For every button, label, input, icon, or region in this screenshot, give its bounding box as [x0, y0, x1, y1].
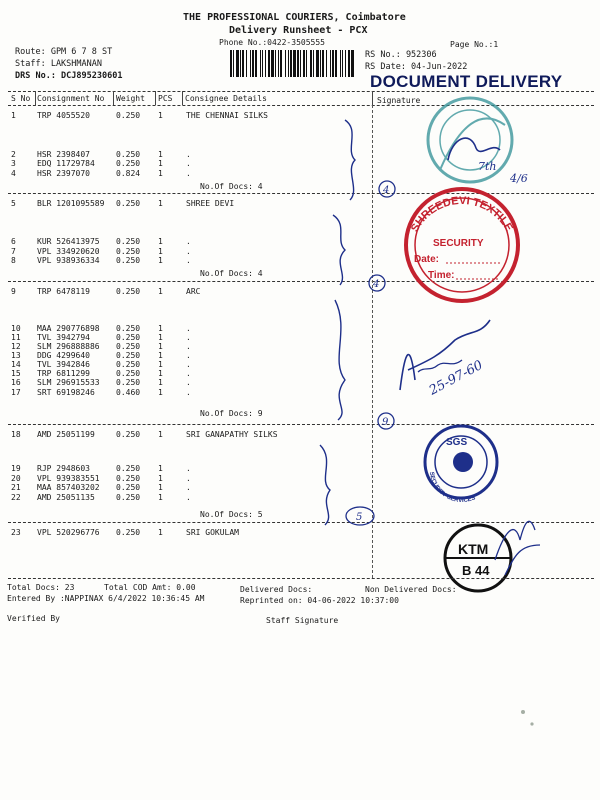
document-delivery-stamp: DOCUMENT DELIVERY: [370, 72, 563, 91]
cell-pcs: 1: [158, 159, 163, 168]
cell-sno: 11: [11, 333, 21, 342]
cell-cno: AMD 25051199: [37, 430, 95, 439]
cell-details: .: [186, 237, 191, 246]
cell-pcs: 1: [158, 378, 163, 387]
sgs-stamp-top: SGS: [446, 437, 468, 448]
cell-sno: 10: [11, 324, 21, 333]
cell-wt: 0.250: [116, 247, 141, 256]
cell-pcs: 1: [158, 369, 163, 378]
col-consignment: Consignment No: [37, 94, 105, 103]
handwritten-count-4: 5: [356, 512, 363, 523]
cell-details: .: [186, 324, 191, 333]
cell-sno: 17: [11, 388, 21, 397]
cell-details: .: [186, 474, 191, 483]
col-signature: Signature: [377, 96, 421, 105]
cell-wt: 0.250: [116, 528, 141, 537]
non-delivered-docs: Non Delivered Docs:: [365, 585, 457, 594]
group-docs-count: No.Of Docs: 4: [200, 269, 263, 278]
route: Route: GPM 6 7 8 ST: [15, 47, 113, 57]
cell-wt: 0.250: [116, 237, 141, 246]
cell-sno: 7: [11, 247, 16, 256]
handwritten-count-1: 4: [383, 185, 390, 196]
cell-wt: 0.250: [116, 111, 141, 120]
cell-cno: EDQ 11729784: [37, 159, 95, 168]
cell-details: .: [186, 464, 191, 473]
cell-sno: 18: [11, 430, 21, 439]
cell-pcs: 1: [158, 247, 163, 256]
shreedevi-stamp-date: Date:: [414, 254, 440, 265]
cell-sno: 19: [11, 464, 21, 473]
cell-pcs: 1: [158, 388, 163, 397]
ktm-stamp-bottom: B 44: [462, 563, 490, 578]
col-weight: Weight: [116, 94, 145, 103]
shreedevi-stamp-mid: SECURITY: [433, 238, 484, 249]
reprinted-on: Reprinted on: 04-06-2022 10:37:00: [240, 596, 399, 605]
footer-rule: [8, 578, 594, 579]
cell-pcs: 1: [158, 324, 163, 333]
ktm-stamp: [445, 525, 511, 591]
cell-pcs: 1: [158, 199, 163, 208]
cell-details: .: [186, 369, 191, 378]
cell-details: .: [186, 256, 191, 265]
cell-sno: 23: [11, 528, 21, 537]
cell-pcs: 1: [158, 256, 163, 265]
cell-details: .: [186, 169, 191, 178]
page-number: Page No.:1: [450, 40, 499, 49]
cell-wt: 0.250: [116, 324, 141, 333]
cell-cno: KUR 526413975: [37, 237, 100, 246]
cell-details: .: [186, 378, 191, 387]
cell-cno: SLM 296888886: [37, 342, 100, 351]
company-name: THE PROFESSIONAL COURIERS, Coimbatore: [183, 12, 406, 23]
cell-wt: 0.250: [116, 493, 141, 502]
ktm-stamp-top: KTM: [458, 541, 489, 557]
cell-sno: 16: [11, 378, 21, 387]
total-cod: Total COD Amt: 0.00: [104, 583, 196, 592]
cell-details: .: [186, 247, 191, 256]
cell-sno: 20: [11, 474, 21, 483]
cell-cno: TVL 3942794: [37, 333, 90, 342]
cell-wt: 0.250: [116, 378, 141, 387]
cell-pcs: 1: [158, 342, 163, 351]
col-consignee: Consignee Details: [185, 94, 267, 103]
cell-wt: 0.250: [116, 159, 141, 168]
cell-cno: VPL 939383551: [37, 474, 100, 483]
cell-wt: 0.250: [116, 342, 141, 351]
cell-details: .: [186, 150, 191, 159]
cell-cno: TRP 6478119: [37, 287, 90, 296]
staff-signature: Staff Signature: [266, 616, 339, 625]
verified-by: Verified By: [7, 614, 60, 623]
cell-wt: 0.250: [116, 287, 141, 296]
cell-pcs: 1: [158, 360, 163, 369]
cell-cno: RJP 2948603: [37, 464, 90, 473]
cell-details: .: [186, 483, 191, 492]
cell-sno: 3: [11, 159, 16, 168]
cell-wt: 0.824: [116, 169, 141, 178]
cell-wt: 0.460: [116, 388, 141, 397]
cell-wt: 0.250: [116, 199, 141, 208]
cell-pcs: 1: [158, 493, 163, 502]
handwritten-note-3: 25-97-60: [426, 357, 486, 399]
drs-number: DRS No.: DCJ895230601: [15, 71, 123, 81]
cell-cno: SLM 296915533: [37, 378, 100, 387]
col-pcs: PCS: [158, 94, 173, 103]
cell-pcs: 1: [158, 430, 163, 439]
cell-cno: MAA 290776898: [37, 324, 100, 333]
handwritten-count-2: 4: [373, 279, 380, 290]
group-docs-count: No.Of Docs: 9: [200, 409, 263, 418]
cell-sno: 12: [11, 342, 21, 351]
cell-cno: AMD 25051135: [37, 493, 95, 502]
cell-sno: 9: [11, 287, 16, 296]
handwritten-count-3: 9: [382, 417, 389, 428]
shreedevi-stamp-top: SHREEDEVI TEXTILE: [408, 194, 515, 234]
cell-details: .: [186, 388, 191, 397]
cell-wt: 0.250: [116, 483, 141, 492]
cell-cno: SRT 69198246: [37, 388, 95, 397]
cell-sno: 8: [11, 256, 16, 265]
cell-pcs: 1: [158, 333, 163, 342]
cell-sno: 14: [11, 360, 21, 369]
cell-pcs: 1: [158, 237, 163, 246]
cell-cno: DDG 4299640: [37, 351, 90, 360]
cell-cno: VPL 938936334: [37, 256, 100, 265]
cell-wt: 0.250: [116, 351, 141, 360]
cell-details: SRI GANAPATHY SILKS: [186, 430, 278, 439]
cell-pcs: 1: [158, 111, 163, 120]
cell-sno: 22: [11, 493, 21, 502]
cell-details: THE CHENNAI SILKS: [186, 111, 268, 120]
cell-cno: TVL 3942846: [37, 360, 90, 369]
svg-text:SECURITY SERVICES: [428, 471, 476, 504]
staff-name: Staff: LAKSHMANAN: [15, 59, 102, 69]
cell-pcs: 1: [158, 474, 163, 483]
cell-details: .: [186, 342, 191, 351]
cell-pcs: 1: [158, 464, 163, 473]
cell-sno: 4: [11, 169, 16, 178]
document-title: Delivery Runsheet - PCX: [229, 25, 368, 36]
cell-details: SHREE DEVI: [186, 199, 235, 208]
handwritten-note-2: 4/6: [510, 172, 528, 185]
handwritten-note-1: 7th: [478, 160, 497, 173]
cell-sno: 2: [11, 150, 16, 159]
group-docs-count: No.Of Docs: 4: [200, 182, 263, 191]
cell-details: .: [186, 493, 191, 502]
cell-details: ARC: [186, 287, 201, 296]
cell-wt: 0.250: [116, 474, 141, 483]
cell-pcs: 1: [158, 528, 163, 537]
cell-pcs: 1: [158, 169, 163, 178]
cell-details: .: [186, 360, 191, 369]
cell-sno: 21: [11, 483, 21, 492]
cell-cno: MAA 857403202: [37, 483, 100, 492]
shreedevi-stamp-time: Time:: [428, 270, 455, 281]
cell-details: SRI GOKULAM: [186, 528, 239, 537]
cell-wt: 0.250: [116, 464, 141, 473]
cell-cno: BLR 1201095589: [37, 199, 105, 208]
cell-cno: HSR 2398407: [37, 150, 90, 159]
cell-sno: 15: [11, 369, 21, 378]
phone-number: Phone No.:0422-3505555: [219, 38, 325, 47]
rs-date: RS Date: 04-Jun-2022: [365, 62, 468, 72]
cell-pcs: 1: [158, 287, 163, 296]
cell-sno: 13: [11, 351, 21, 360]
cell-sno: 1: [11, 111, 16, 120]
cell-details: .: [186, 351, 191, 360]
delivered-docs: Delivered Docs:: [240, 585, 313, 594]
cell-details: .: [186, 159, 191, 168]
group-docs-count: No.Of Docs: 5: [200, 510, 263, 519]
cell-wt: 0.250: [116, 256, 141, 265]
entered-by: Entered By :NAPPINAX 6/4/2022 10:36:45 AM: [7, 594, 205, 603]
cell-wt: 0.250: [116, 333, 141, 342]
cell-sno: 5: [11, 199, 16, 208]
col-sno: S No: [11, 94, 31, 103]
cell-cno: HSR 2397070: [37, 169, 90, 178]
cell-details: .: [186, 333, 191, 342]
cell-wt: 0.250: [116, 150, 141, 159]
cell-pcs: 1: [158, 150, 163, 159]
cell-pcs: 1: [158, 483, 163, 492]
shreedevi-security-stamp: [406, 189, 518, 301]
cell-wt: 0.250: [116, 430, 141, 439]
sgs-stamp-bottom: SECURITY SERVICES: [428, 471, 477, 505]
cell-wt: 0.250: [116, 369, 141, 378]
rs-number: RS No.: 952306: [365, 50, 437, 60]
cell-cno: VPL 520296776: [37, 528, 100, 537]
cell-cno: TRP 4055520: [37, 111, 90, 120]
sgs-security-stamp: [425, 426, 497, 504]
cell-wt: 0.250: [116, 360, 141, 369]
cell-cno: TRP 6811299: [37, 369, 90, 378]
total-docs: Total Docs: 23: [7, 583, 75, 592]
cell-cno: VPL 334920620: [37, 247, 100, 256]
cell-pcs: 1: [158, 351, 163, 360]
cell-sno: 6: [11, 237, 16, 246]
